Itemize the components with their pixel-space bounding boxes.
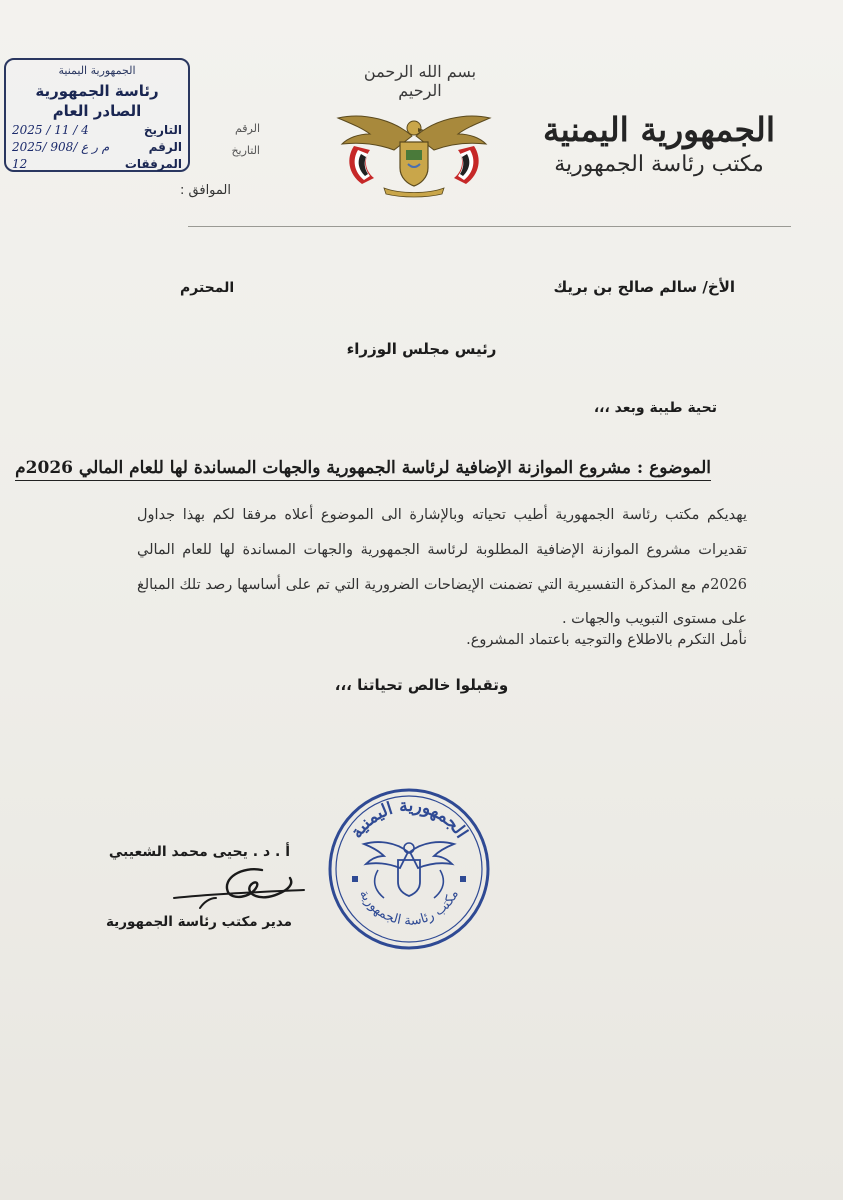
ref-corresponding-label: الموافق : xyxy=(180,183,231,198)
stamp-date-label: التاريخ xyxy=(143,123,182,137)
closing-line: وتقبلوا خالص تحياتنا ،،، xyxy=(334,676,509,694)
ref-date-label: التاريخ xyxy=(231,144,260,157)
header-divider xyxy=(188,226,791,227)
addressee: الأخ/ سالم صالح بن بريك xyxy=(553,278,735,296)
stamp-attachments-label: المرفقات xyxy=(124,157,182,171)
subject-label: الموضوع : xyxy=(636,458,711,478)
stamp-scribble: الجمهورية اليمنية xyxy=(58,64,136,77)
stamp-date-row xyxy=(6,123,182,137)
stamp-number-label: الرقم xyxy=(148,140,182,154)
greeting: تحية طيبة وبعد ،،، xyxy=(593,400,717,416)
signer-title: مدير مكتب رئاسة الجمهورية xyxy=(106,914,292,930)
stamp-line-1: رئاسة الجمهورية xyxy=(35,82,159,100)
reception-stamp xyxy=(4,58,190,172)
subject-text: مشروع الموازنة الإضافية لرئاسة الجمهورية والجهات المساندة لها للعام المالي 2026م xyxy=(15,458,631,478)
stamp-date-value: 2025 / 11 / 4 xyxy=(12,123,89,137)
stamp-line-2: الصادر العام xyxy=(52,102,142,120)
country-name: الجمهورية اليمنية xyxy=(542,110,776,149)
stamp-number-row xyxy=(6,140,182,154)
header-issuer xyxy=(539,112,779,177)
basmala: بسم الله الرحمن الرحيم xyxy=(363,62,477,100)
seal-bottom-text: مكتب رئاسة الجمهورية xyxy=(356,887,462,929)
signer-name: أ . د . يحيى محمد الشعيبي xyxy=(108,844,290,860)
stamp-number-value: 2025/ م ر ع /908 xyxy=(12,140,110,154)
office-name: مكتب رئاسة الجمهورية xyxy=(554,152,764,178)
handwritten-signature-icon xyxy=(170,858,310,918)
eagle-emblem-icon xyxy=(334,98,494,198)
body-paragraph: يهديكم مكتب رئاسة الجمهورية أطيب تحياته وبالإشارة الى الموضوع أعلاه مرفقا لكم بهذا جداول تقديرات مشروع الموازنة الإضافية المطلوبة لرئاسة الجمهورية والجهات المساندة لها للعام المالي 2026م مع المذكرة التفسيرية التي تضمنت الإيضاحات الضرورية التي تم على أساسها رصد تلك المبالغ على مستوى التبويب والجهات . xyxy=(137,507,747,628)
svg-text:مكتب رئاسة الجمهورية xyxy=(356,888,462,929)
official-seal-icon xyxy=(326,786,492,952)
stamp-attachments-value: 12 xyxy=(12,157,28,171)
seal-top-text: الجمهورية اليمنية xyxy=(346,795,472,843)
request-line: نأمل التكرم بالاطلاع والتوجيه باعتماد المشروع. xyxy=(466,632,747,648)
reference-labels xyxy=(190,118,260,162)
addressee-position: رئيس مجلس الوزراء xyxy=(346,340,497,358)
stamp-attachments-row xyxy=(6,157,182,171)
honorific: المحترم xyxy=(180,280,235,296)
subject-line xyxy=(15,458,711,481)
ref-number-label: الرقم xyxy=(234,122,260,135)
